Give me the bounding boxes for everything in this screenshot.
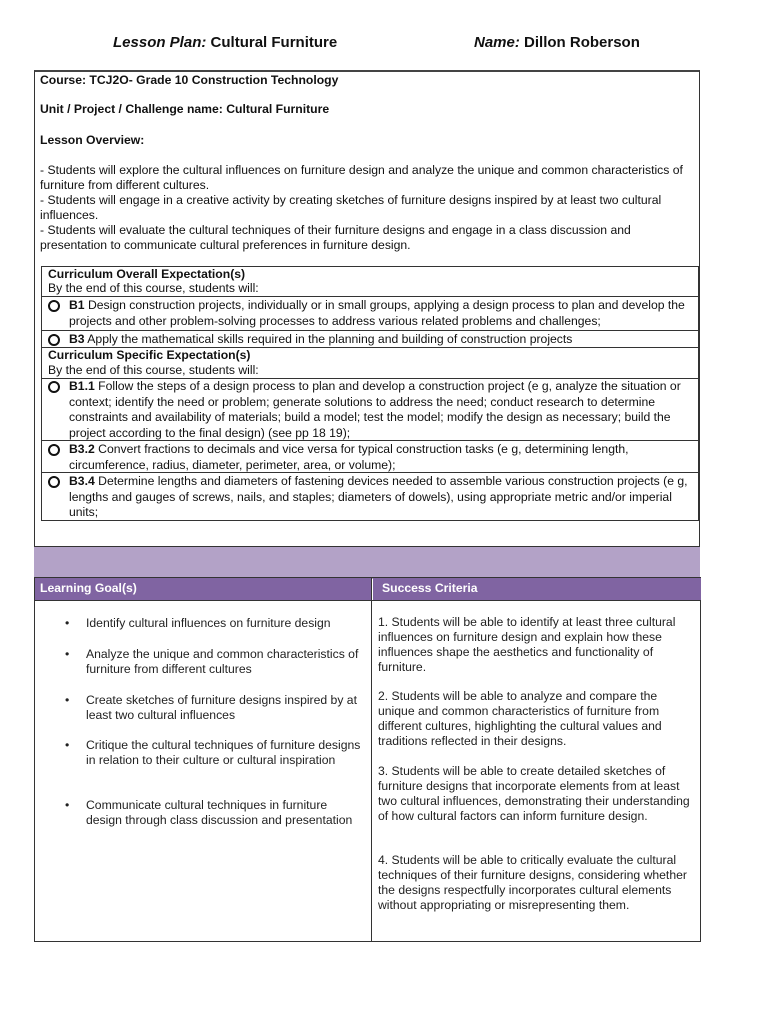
expectation-code: B3: [69, 332, 85, 346]
learning-goals-heading: Learning Goal(s): [35, 578, 372, 600]
success-criteria-item: 2. Students will be able to analyze and compare the unique and common characteristics of furniture from different cultures, highlighting the cultural values and traditions reflected in their designs.: [378, 689, 662, 748]
bullet-icon: •: [65, 798, 70, 812]
overview-item: - Students will engage in a creative activity by creating sketches of furniture designs inspired by at least two cultural influences.: [40, 193, 662, 222]
expectation-code: B1: [69, 298, 85, 312]
success-criteria-heading: Success Criteria: [373, 578, 701, 600]
lesson-plan-value: Cultural Furniture: [210, 34, 338, 51]
expectation-item: [48, 442, 690, 473]
learning-goal-item: • Communicate cultural techniques in furniture design through class discussion and presentation: [65, 798, 353, 827]
bullet-icon: [48, 476, 60, 488]
expectation-item: [48, 379, 690, 441]
success-criteria-item: 4. Students will be able to critically evaluate the cultural techniques of their furniture designs, considering whether the designs respectfully incorporates cultural elements without appropriating or misrepresenting them.: [378, 853, 687, 912]
name-value: Dillon Roberson: [524, 34, 640, 51]
success-criteria-item: 1. Students will be able to identify at least three cultural influences on furniture design and explain how these influences shape the aesthetics and functionality of furniture.: [378, 615, 676, 674]
bullet-icon: •: [65, 616, 70, 630]
expectation-code: B3.2: [69, 442, 95, 456]
bullet-icon: [48, 381, 60, 393]
learning-goal-item: • Critique the cultural techniques of furniture designs in relation to their culture or cultural inspiration: [65, 738, 361, 767]
overview-heading: Lesson Overview:: [40, 133, 145, 147]
overview-item: - Students will explore the cultural influences on furniture design and analyze the unique and common characteristics of furniture from different cultures.: [40, 163, 683, 192]
expectation-text: Design construction projects, individually or in small groups, applying a design process to plan and develop the projects and other problem-solving processes to address various related problems and challenges;: [69, 298, 685, 328]
expectation-item: [48, 298, 690, 329]
overall-expectations-intro: By the end of this course, students will:: [48, 281, 259, 295]
overview-item: - Students will evaluate the cultural techniques of their furniture designs and engage in a class discussion and presentation to communicate cultural preferences in furniture design.: [40, 223, 631, 252]
bullet-icon: •: [65, 647, 70, 661]
goals-criteria-table: [34, 577, 701, 942]
bullet-icon: [48, 300, 60, 312]
lesson-plan-label: Lesson Plan:: [113, 34, 207, 51]
learning-goal-item: • Identify cultural influences on furniture design: [65, 616, 331, 630]
overall-expectations-heading: Curriculum Overall Expectation(s): [48, 267, 246, 281]
curriculum-table: [41, 266, 699, 521]
specific-expectations-heading: Curriculum Specific Expectation(s): [48, 348, 251, 362]
expectation-text: Apply the mathematical skills required in the planning and building of construction projects: [84, 332, 573, 346]
bullet-icon: •: [65, 738, 70, 752]
expectation-text: Follow the steps of a design process to plan and develop a construction project (e g, analyze the situation or context; identify the need or problem; generate solutions to address the need; conduct research to determine constraints and availability of materials; build a model; test the model; modify the design as necessary; build the project according to the final design) (see pp 18 19);: [69, 379, 681, 440]
unit-line: Unit / Project / Challenge name: Cultural Furniture: [40, 102, 330, 116]
expectation-item: [48, 474, 690, 521]
name-label: Name:: [474, 34, 520, 51]
bullet-icon: [48, 334, 60, 346]
specific-expectations-intro: By the end of this course, students will:: [48, 363, 259, 377]
lesson-overview: [40, 163, 696, 253]
course-line: Course: TCJ2O- Grade 10 Construction Technology: [40, 73, 339, 87]
expectation-code: B3.4: [69, 474, 95, 488]
lesson-plan-title: [113, 34, 337, 51]
section-divider-band: [34, 546, 700, 579]
learning-goal-item: • Create sketches of furniture designs inspired by at least two cultural influences: [65, 693, 357, 722]
expectation-item: [48, 332, 690, 348]
expectation-code: B1.1: [69, 379, 95, 393]
success-criteria-item: 3. Students will be able to create detailed sketches of furniture designs that incorporate elements from at least two cultural influences, demonstrating their understanding of how cultural factors can inform furniture design.: [378, 764, 690, 823]
bullet-icon: •: [65, 693, 70, 707]
expectation-text: Determine lengths and diameters of fastening devices needed to assemble various construction projects (e g, lengths and gauges of screws, nails, and staples; diameters of dowels), using appropriate metric and/or imperial units;: [69, 474, 688, 520]
learning-goal-item: • Analyze the unique and common characteristics of furniture from different cultures: [65, 647, 359, 676]
bullet-icon: [48, 444, 60, 456]
expectation-text: Convert fractions to decimals and vice versa for typical construction tasks (e g, determining length, circumference, radius, diameter, perimeter, area, or volume);: [69, 442, 629, 472]
author-name: [474, 34, 640, 51]
